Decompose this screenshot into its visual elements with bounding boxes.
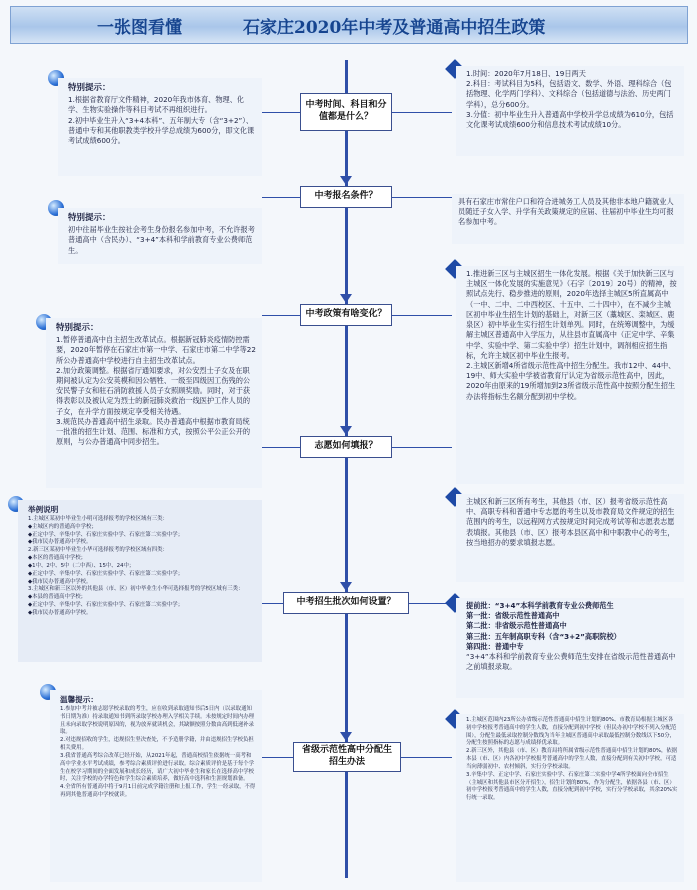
- panel-heading: 特别提示：: [68, 83, 111, 93]
- example-item: ◆1中、2中、5中（二中西）、15中、24中；: [28, 562, 135, 569]
- right-panel-batches: [456, 598, 684, 698]
- example-item: ◆本区的普通高中学校；: [28, 555, 87, 562]
- connector: [262, 757, 293, 758]
- right-panel-application: [456, 494, 684, 582]
- connector: [262, 315, 300, 316]
- connector: [392, 315, 452, 316]
- reminder-item: 1.参加中考并被志愿学校录取的考生，应在收到录取通知书后5日内（以录取通知书日期为准）持录取通知书到所录取学校办理入学相关手续。未按规定时间内办理且未向录取学校说明原因的，视为放弃就读机会，其缺额按照分数由高到低递补录取。: [60, 706, 255, 736]
- batch-item: 第二批：非省级示范性普通高中: [466, 621, 567, 631]
- header-tag: 一张图看懂: [97, 18, 182, 38]
- connector: [262, 603, 283, 604]
- batch-item: 第三批：五年制高职专科（含“3+2”高职院校）: [466, 631, 621, 641]
- example-item: ◆我市民办普通高中学校。: [28, 539, 92, 546]
- info-item: 3.辛集中学、正定中学、石家庄实验中学、石家庄第二实验中学4所学校面向全市招生（主城区和其他县市区分开招生），招生计划的80%，作为分配生，依据各县（市、区）初中学校报考普通高中的学生人数，直接分配到初中学校，实行分学校录取，其余20%实行统一录取。: [466, 771, 678, 802]
- left-panel-registration-tips: [58, 208, 262, 264]
- arrow-down-icon: [340, 176, 352, 185]
- info-item: 1.时间：2020年7月18日、19日两天: [466, 69, 586, 78]
- info-item: 2.主城区新增4所省级示范性高中招生分配生。我市12中、44中、19中、师大实验中学被省教育厅认定为省级示范性高中，因此，2020年由原来的19所增加到23所省级示范性高中按照分配生招生办法将指标生名额分配到初中学校。: [466, 360, 676, 401]
- tip-item: 1.暂停普通高中自主招生改革试点。根据新冠肺炎疫情防控需要，2020年暂停在石家庄市第一中学、石家庄市第二中学等22所公办普通高中学校进行自主招生改革试点。: [56, 335, 256, 365]
- connector: [401, 757, 452, 758]
- header-banner: [10, 6, 688, 44]
- header-title: 石家庄2020年中考及普通高中招生政策: [243, 18, 546, 38]
- right-panel-exam-info: [456, 66, 684, 156]
- example-item: ◆主城区内的普通高中学校；: [28, 523, 97, 530]
- left-panel-reminders: [50, 690, 262, 882]
- reminder-item: 2.对违规招收的学生，违规招生坚决查处，不予造册学籍，并由违规招生学校负担相关费用。: [60, 737, 254, 752]
- reminder-item: 4.全省所有普通高中将于9月1日前完成学籍注册和上报工作，学生一经录取，不得再到其他普通高中学校就读。: [60, 784, 256, 799]
- right-panel-registration: [452, 194, 684, 244]
- connector: [262, 112, 300, 113]
- panel-heading: 特别提示：: [56, 323, 99, 333]
- example-item: 3.主城区和新三区以外的其他县（市、区）初中毕业生小华可选择报考的学校区域有三类：: [28, 586, 244, 593]
- arrow-down-icon: [340, 426, 352, 435]
- batch-note: “3+4”本科和学前教育专业公费师范生安排在省级示范性普通高中之前填报录取。: [466, 652, 676, 672]
- panel-heading: 举例说明: [28, 505, 59, 514]
- left-panel-policy-tips: [46, 318, 262, 488]
- question-exam-time: 中考时间、科目和分值都是什么？: [300, 93, 392, 131]
- question-batches: 中考招生批次如何设置？: [283, 592, 409, 614]
- example-item: 1.主城区某初中毕业生小明可选择报考的学校区域有三类：: [28, 516, 168, 522]
- left-panel-exam-tips: [58, 78, 262, 176]
- tip-item: 3.规范民办普通高中招生录取。民办普通高中根据市教育局统一批准的招生计划、范围、标准和方式，按照公平公正公开的原则，与公办普通高中同步招生。: [56, 416, 251, 447]
- connector: [392, 197, 452, 198]
- info-item: 主城区和新三区所有考生，其他县（市、区）报考省级示范性高中、高职专科和普通中专志愿的考生以及市教育局文件规定的招生范围内的考生，以远程网方式按规定时间完成考试等和志愿表志愿表填报。其他县（市、区）报考本县区高中和中职教中心的考生，按当地招办的要求填报志愿。: [466, 497, 675, 547]
- arrow-down-icon: [340, 294, 352, 303]
- panel-heading: 温馨提示：: [60, 695, 98, 704]
- info-item: 3.分值：初中毕业生升入普通高中学校升学总成绩为610分，包括文化课考试成绩600分和信息技术考试成绩10分。: [466, 109, 674, 130]
- tip-item: 2.初中毕业生升入“3+4本科”、五年制大专（含“3+2”）、普通中专和其他职教类学校升学总成绩为600分，即文化课考试成绩600分。: [68, 115, 255, 145]
- example-item: ◆我市民办普通高中学校。: [28, 578, 92, 585]
- question-allocation: 省级示范性高中分配生招生办法: [293, 742, 401, 772]
- tip-item: 1.根据省教育厅文件精神，2020年我市体育、物理、化学、生物实验操作等科目考试不再组织进行。: [68, 95, 245, 115]
- tip-item: 2.加分政策调整。根据省厅通知要求，对公安烈士子女及在职期间被认定为公安英模和因公牺牲、一级至四级因工伤残的公安民警子女和驻石消防救援人员子女照顾奖励。同时，对于获得表彰以及被认定为烈士的新冠肺炎救治一线医护工作人员的子女，在升学方面按规定享受相关待遇。: [56, 365, 251, 416]
- info-item: 1.推进新三区与主城区招生一体化发展。根据《关于加快新三区与主城区一体化发展的实施意见》（石字〔2019〕20号）的精神，按照试点先行、稳步推进的原则，2020年选择主城区5所直属高中（一中、二中、二中西校区、十五中、二十四中），在不减少主城区初中毕业生招生计划的基础上，对新三区（藁城区、栾城区、鹿泉区）初中毕业生实行招生计划单列。同时，在统筹调整中，为缓解主城区普通高中入学压力，从往县市直属高中（正定中学、辛集中学、实验中学、第二实验中学）招生计划中，调剂相应招生指标，允许主城区初中毕业生报考。: [466, 269, 677, 360]
- example-item: ◆正定中学、辛集中学、石家庄实验中学、石家庄第二实验中学；: [28, 602, 184, 609]
- right-panel-allocation: [456, 714, 684, 882]
- example-item: ◆正定中学、辛集中学、石家庄实验中学、石家庄第二实验中学；: [28, 570, 184, 577]
- question-application: 志愿如何填报？: [300, 436, 392, 458]
- connector: [392, 447, 452, 448]
- connector: [262, 447, 300, 448]
- example-item: 2.新三区某初中毕业生小华可选择报考的学校区域有四类：: [28, 547, 168, 554]
- question-registration: 中考报名条件？: [300, 186, 392, 208]
- info-item: 2.新三区外，其他县（市、区）教育局将所属省级示范性普通高中招生计划的80%，依据本县（市、区）内各初中学校报考普通高中的学生人数，直接分配到有关初中学校，可适当向薄弱初中、农村倾斜，实行分学校录取。: [466, 748, 678, 770]
- arrow-down-icon: [340, 732, 352, 741]
- example-item: ◆本县的普通高中学校；: [28, 594, 87, 601]
- connector: [262, 197, 300, 198]
- batch-item: 第四批：普通中专: [466, 641, 524, 651]
- connector: [392, 112, 452, 113]
- question-policy-changes: 中考政策有啥变化？: [300, 304, 392, 326]
- example-item: ◆正定中学、辛集中学、石家庄实验中学、石家庄第二实验中学；: [28, 531, 184, 538]
- tip-item: 初中往届毕业生按社会考生身份报名参加中考，不允许报考普通高中（含民办）、“3+4”本科和学前教育专业公费师范生。: [68, 225, 255, 255]
- info-item: 1.主城区范围内23所公办省级示范性普通高中招生计划的80%、市教育局根据主城区各初中学校报考普通高中的学生人数，直接分配到初中学校（但民办初中学校不列入分配范围），分配生最低录取控制分数线为当年主城区普通高中录取最低控制分数线以下50分，分配生按照指标的志愿与成绩择优录取。: [466, 717, 677, 747]
- arrow-down-icon: [340, 582, 352, 591]
- left-panel-examples: [18, 500, 262, 662]
- info-item: 2.科目：考试科目为5科，包括语文、数学、外语、理科综合（包括物理、化学两门学科）、文科综合（包括道德与法治、历史两门学科），总分600分。: [466, 79, 672, 109]
- example-item: ◆我市民办普通高中学校。: [28, 609, 92, 616]
- right-panel-policy-changes: [456, 266, 684, 484]
- panel-heading: 特别提示：: [68, 213, 111, 223]
- info-item: 具有石家庄市常住户口和符合进城务工人员及其他非本地户籍就业人员随迁子女入学、升学有关政策规定的应届、往届初中毕业生均可报名参加中考。: [458, 197, 674, 227]
- batch-item: 第一批：省级示范性普通高中: [466, 611, 560, 621]
- reminder-item: 3.我省普通高考综合改革已经开始，从2021年起，普通高校招生依据统一高考和高中学业水平考试成绩，参考综合素质评价进行录取。综合素质评价是基于每个学生在校学习期间的全面发展和成长经历，请广大初中毕业生和家长在选择高中学校时，关注学校的办学特色和学生综合素质培养，做好高中选科和生涯规划准备。: [60, 752, 255, 783]
- batch-item: 提前批：“3+4”本科学前教育专业公费师范生: [466, 601, 614, 610]
